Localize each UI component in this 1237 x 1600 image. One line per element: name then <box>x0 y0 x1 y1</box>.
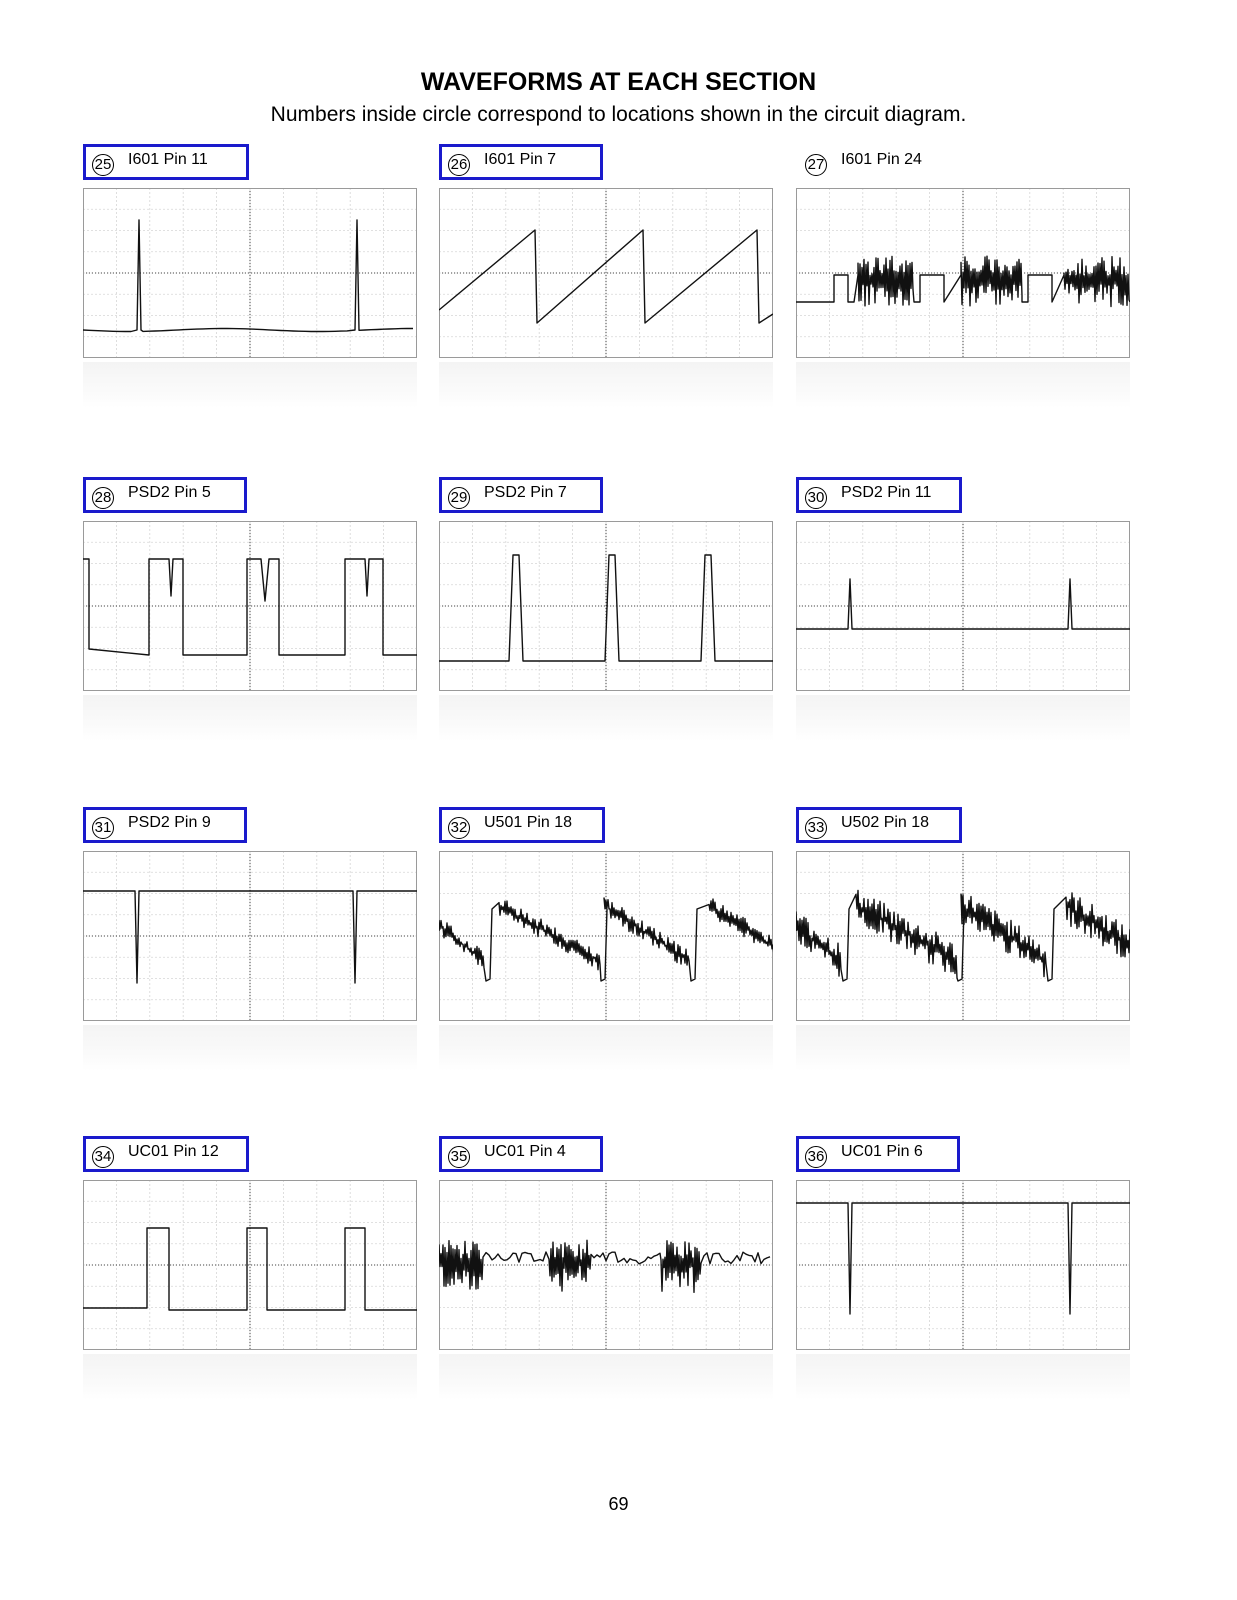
oscilloscope-trace <box>439 1180 773 1350</box>
screen-reflection <box>796 1025 1130 1071</box>
panel-label-box <box>796 144 962 180</box>
pin-label: PSD2 Pin 7 <box>484 484 567 501</box>
waveform-panel-34 <box>83 1136 417 1406</box>
screen-reflection <box>796 1354 1130 1400</box>
pin-label: I601 Pin 11 <box>128 151 208 168</box>
screen-reflection <box>796 695 1130 741</box>
oscilloscope-trace <box>796 521 1130 691</box>
waveform-line <box>796 890 1130 981</box>
page-title: WAVEFORMS AT EACH SECTION <box>420 68 817 96</box>
oscilloscope-trace <box>439 851 773 1021</box>
pin-label: UC01 Pin 6 <box>841 1143 923 1160</box>
location-number: 25 <box>92 154 114 176</box>
panel-label-box <box>439 1136 603 1172</box>
oscilloscope-trace <box>83 188 417 358</box>
location-number: 33 <box>805 817 827 839</box>
waveform-panel-31 <box>83 807 417 1077</box>
screen-reflection <box>439 1354 773 1400</box>
panel-label-box <box>83 807 247 843</box>
panel-label-box <box>796 807 962 843</box>
location-number: 28 <box>92 487 114 509</box>
waveform-panel-35 <box>439 1136 773 1406</box>
location-number: 27 <box>805 154 827 176</box>
screen-reflection <box>796 362 1130 408</box>
location-number: 35 <box>448 1146 470 1168</box>
pin-label: I601 Pin 24 <box>841 151 922 168</box>
location-number: 31 <box>92 817 114 839</box>
panel-label-box <box>796 477 962 513</box>
waveform-panel-30 <box>796 477 1130 747</box>
waveform-panel-36 <box>796 1136 1130 1406</box>
waveform-panel-33 <box>796 807 1130 1077</box>
pin-label: I601 Pin 7 <box>484 151 557 168</box>
pin-label: UC01 Pin 4 <box>484 1143 566 1160</box>
waveform-panel-25 <box>83 144 417 414</box>
screen-reflection <box>439 1025 773 1071</box>
page-subtitle: Numbers inside circle correspond to locations shown in the circuit diagram. <box>270 103 967 126</box>
waveform-panel-32 <box>439 807 773 1077</box>
oscilloscope-trace <box>796 851 1130 1021</box>
pin-label: PSD2 Pin 11 <box>841 484 932 501</box>
waveform-panel-26 <box>439 144 773 414</box>
location-number: 30 <box>805 487 827 509</box>
oscilloscope-trace <box>439 188 773 358</box>
pin-label: U502 Pin 18 <box>841 814 930 831</box>
location-number: 32 <box>448 817 470 839</box>
panel-label-box <box>439 144 603 180</box>
waveform-panel-27 <box>796 144 1130 414</box>
oscilloscope-trace <box>796 188 1130 358</box>
screen-reflection <box>439 362 773 408</box>
waveform-line <box>439 1240 770 1292</box>
oscilloscope-trace <box>83 521 417 691</box>
screen-reflection <box>83 1354 417 1400</box>
oscilloscope-trace <box>796 1180 1130 1350</box>
pin-label: UC01 Pin 12 <box>128 1143 219 1160</box>
panel-label-box <box>83 144 249 180</box>
location-number: 34 <box>92 1146 114 1168</box>
panel-label-box <box>439 807 605 843</box>
waveform-line <box>83 220 413 332</box>
panel-label-box <box>83 477 247 513</box>
panel-label-box <box>83 1136 249 1172</box>
location-number: 29 <box>448 487 470 509</box>
screen-reflection <box>83 362 417 408</box>
screen-reflection <box>83 1025 417 1071</box>
oscilloscope-trace <box>83 1180 417 1350</box>
location-number: 36 <box>805 1146 827 1168</box>
pin-label: PSD2 Pin 5 <box>128 484 211 501</box>
oscilloscope-trace <box>439 521 773 691</box>
pin-label: PSD2 Pin 9 <box>128 814 211 831</box>
page-number: 69 <box>608 1494 629 1514</box>
location-number: 26 <box>448 154 470 176</box>
oscilloscope-trace <box>83 851 417 1021</box>
panel-label-box <box>439 477 603 513</box>
screen-reflection <box>83 695 417 741</box>
panel-label-box <box>796 1136 960 1172</box>
waveform-panel-29 <box>439 477 773 747</box>
waveform-panel-28 <box>83 477 417 747</box>
screen-reflection <box>439 695 773 741</box>
pin-label: U501 Pin 18 <box>484 814 573 831</box>
